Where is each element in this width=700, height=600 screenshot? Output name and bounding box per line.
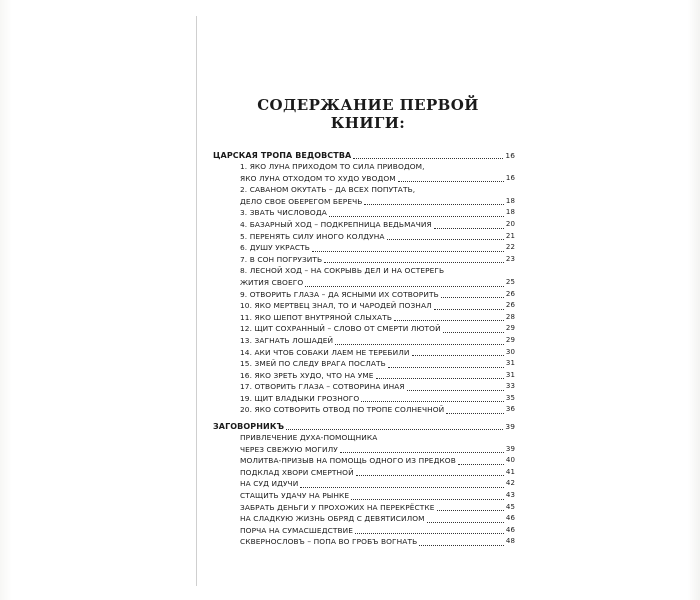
entry-title: 13. ЗАГНАТЬ ЛОШАДЕЙ xyxy=(240,335,334,345)
toc-entry[interactable] xyxy=(240,335,515,347)
toc-section-heading[interactable] xyxy=(213,150,515,161)
toc-entry[interactable] xyxy=(240,207,515,219)
entry-page-number: 23 xyxy=(505,254,515,263)
dot-leader xyxy=(353,158,503,159)
entry-title: НА СУД ИДУЧИ xyxy=(240,479,299,489)
toc-entry[interactable] xyxy=(240,323,515,335)
entry-title: ПОДКЛАД ХВОРИ СМЕРТНОЙ xyxy=(240,467,354,477)
dot-leader xyxy=(351,499,504,500)
entry-page-number: 28 xyxy=(505,312,515,321)
toc-entry[interactable] xyxy=(240,490,515,502)
entry-page-number: 16 xyxy=(505,173,515,182)
entry-title: 11. ЯКО ШЕПОТ ВНУТРЯНОЙ СЛЫХАТЬ xyxy=(240,312,392,322)
toc-entry[interactable] xyxy=(240,358,515,370)
toc-entry[interactable] xyxy=(240,502,515,514)
entry-page-number: 22 xyxy=(505,243,515,252)
section-page-number: 16 xyxy=(505,151,515,160)
dot-leader xyxy=(427,522,504,523)
dot-leader xyxy=(355,533,504,534)
toc-entry[interactable] xyxy=(240,536,515,548)
entry-page-number: 25 xyxy=(505,277,515,286)
dot-leader xyxy=(356,475,504,476)
toc-entry[interactable] xyxy=(240,173,515,185)
dot-leader xyxy=(387,239,504,240)
dot-leader xyxy=(443,332,504,333)
entry-page-number: 20 xyxy=(505,219,515,228)
toc-entry-line: 1. ЯКО ЛУНА ПРИХОДОМ ТО СИЛА ПРИВОДОМ, xyxy=(240,162,425,171)
dot-leader xyxy=(398,181,504,182)
entry-title: 14. АКИ ЧТОБ СОБАКИ ЛАЕМ НЕ ТЕРЕБИЛИ xyxy=(240,347,410,357)
entry-title: 4. БАЗАРНЫЙ ХОД – ПОДКРЕПНИЦА ВЕДЬМАЧИЯ xyxy=(240,219,432,229)
dot-leader xyxy=(305,286,504,287)
toc-entry[interactable] xyxy=(240,312,515,324)
dot-leader xyxy=(361,401,504,402)
toc-entry[interactable] xyxy=(240,242,515,254)
dot-leader xyxy=(434,309,504,310)
entry-title: 6. ДУШУ УКРАСТЬ xyxy=(240,243,310,253)
dot-leader xyxy=(329,216,504,217)
entry-page-number: 45 xyxy=(505,502,515,511)
toc-entry[interactable] xyxy=(240,381,515,393)
entry-page-number: 36 xyxy=(505,405,515,414)
entry-page-number: 31 xyxy=(505,370,515,379)
section-title: ЦАРСКАЯ ТРОПА ВЕДОВСТВА xyxy=(213,151,352,160)
entry-page-number: 29 xyxy=(505,335,515,344)
entry-title: 20. ЯКО СОТВОРИТЬ ОТВОД ПО ТРОПЕ СОЛНЕЧНОЙ xyxy=(240,405,445,415)
toc-entry[interactable] xyxy=(240,404,515,416)
toc-entry[interactable] xyxy=(240,393,515,405)
toc-entry-line: 2. САВАНОМ ОКУТАТЬ – ДА ВСЕХ ПОПУТАТЬ, xyxy=(240,185,416,195)
dot-leader xyxy=(364,204,503,205)
toc-section-heading[interactable] xyxy=(213,421,515,432)
toc-title: СОДЕРЖАНИЕ ПЕРВОЙ КНИГИ: xyxy=(257,96,479,132)
entry-page-number: 18 xyxy=(505,208,515,217)
dot-leader xyxy=(394,320,504,321)
toc-entry[interactable] xyxy=(240,513,515,525)
entry-page-number: 30 xyxy=(505,347,515,356)
toc-entry[interactable] xyxy=(240,525,515,537)
entry-title: 12. ЩИТ СОХРАННЫЙ – СЛОВО ОТ СМЕРТИ ЛЮТОЙ xyxy=(240,324,441,334)
entry-page-number: 41 xyxy=(505,467,515,476)
entry-page-number: 48 xyxy=(505,537,515,546)
dot-leader xyxy=(412,355,504,356)
toc-entry[interactable] xyxy=(240,277,515,289)
entry-page-number: 46 xyxy=(505,514,515,523)
dot-leader xyxy=(335,344,504,345)
entry-title: ПОРЧА НА СУМАСШЕДСТВИЕ xyxy=(240,525,354,535)
dot-leader xyxy=(437,510,504,511)
toc-entry[interactable] xyxy=(240,300,515,312)
entry-title: СТАЩИТЬ УДАЧУ НА РЫНКЕ xyxy=(240,491,350,501)
entry-page-number: 29 xyxy=(505,324,515,333)
entry-page-number: 43 xyxy=(505,491,515,500)
toc-entry-line: 8. ЛЕСНОЙ ХОД – НА СОКРЫВЬ ДЕЛ И НА ОСТЕРЕГЬ xyxy=(240,266,445,276)
entry-title: 5. ПЕРЕНЯТЬ СИЛУ ИНОГО КОЛДУНА xyxy=(240,231,385,241)
toc-entry[interactable] xyxy=(240,219,515,231)
dot-leader xyxy=(441,297,504,298)
entry-page-number: 26 xyxy=(505,301,515,310)
dot-leader xyxy=(419,545,504,546)
table-of-contents xyxy=(213,96,515,548)
entry-page-number: 46 xyxy=(505,525,515,534)
toc-entry[interactable] xyxy=(240,455,515,467)
dot-leader xyxy=(324,262,504,263)
toc-entry[interactable] xyxy=(240,254,515,266)
entry-title: ДЕЛО СВОЕ ОБЕРЕГОМ БЕРЕЧЬ xyxy=(240,196,363,206)
section-title: ЗАГОВОРНИКЪ xyxy=(213,422,285,432)
dot-leader xyxy=(434,228,504,229)
dot-leader xyxy=(458,464,504,465)
toc-entry[interactable] xyxy=(240,196,515,208)
dot-leader xyxy=(376,378,504,379)
entry-title: 17. ОТВОРИТЬ ГЛАЗА – СОТВОРИНА ИНАЯ xyxy=(240,382,405,392)
dot-leader xyxy=(300,487,504,488)
entry-title: 10. ЯКО МЕРТВЕЦ ЗНАЛ, ТО И ЧАРОДЕЙ ПОЗНАЛ xyxy=(240,301,432,311)
dot-leader xyxy=(446,413,504,414)
entry-title: ЯКО ЛУНА ОТХОДОМ ТО ХУДО УВОДОМ xyxy=(240,173,396,183)
toc-entry[interactable] xyxy=(240,231,515,243)
entry-page-number: 33 xyxy=(505,382,515,391)
entry-title: 3. ЗВАТЬ ЧИСЛОВОДА xyxy=(240,208,327,218)
entry-title: 16. ЯКО ЗРЕТЬ ХУДО, ЧТО НА УМЕ xyxy=(240,370,374,380)
entry-title: ЧЕРЕЗ СВЕЖУЮ МОГИЛУ xyxy=(240,444,338,454)
entry-page-number: 31 xyxy=(505,359,515,368)
entry-title: ЗАБРАТЬ ДЕНЬГИ У ПРОХОЖИХ НА ПЕРЕКРЁСТКЕ xyxy=(240,502,435,512)
entry-title: 9. ОТВОРИТЬ ГЛАЗА – ДА ЯСНЫМИ ИХ СОТВОРИТЬ xyxy=(240,289,439,299)
dot-leader xyxy=(407,390,504,391)
entry-page-number: 21 xyxy=(505,231,515,240)
entry-page-number: 35 xyxy=(505,393,515,402)
toc-entry[interactable] xyxy=(240,370,515,382)
dot-leader xyxy=(388,367,504,368)
page-edge-shadow xyxy=(196,16,197,586)
toc-entry[interactable] xyxy=(240,467,515,479)
entry-title: 15. ЗМЕЙ ПО СЛЕДУ ВРАГА ПОСЛАТЬ xyxy=(240,359,386,369)
section-page-number: 39 xyxy=(505,422,515,432)
entry-page-number: 39 xyxy=(505,444,515,453)
entry-title: 7. В СОН ПОГРУЗИТЬ xyxy=(240,254,323,264)
entry-page-number: 42 xyxy=(505,479,515,488)
entry-title: СКВЕРНОСЛОВЪ – ПОПА ВО ГРОБЪ ВОГНАТЬ xyxy=(240,537,418,547)
entry-title: НА СЛАДКУЮ ЖИЗНЬ ОБРЯД С ДЕВЯТИСИЛОМ xyxy=(240,514,425,524)
toc-entry-line: ПРИВЛЕЧЕНИЕ ДУХА-ПОМОЩНИКА xyxy=(240,433,378,443)
dot-leader xyxy=(340,452,504,453)
toc-entry[interactable] xyxy=(240,289,515,301)
toc-entry[interactable] xyxy=(240,347,515,359)
entry-title: МОЛИТВА-ПРИЗЫВ НА ПОМОЩЬ ОДНОГО ИЗ ПРЕДКОВ xyxy=(240,456,456,466)
dot-leader xyxy=(286,429,503,430)
entry-page-number: 40 xyxy=(505,456,515,465)
entry-page-number: 18 xyxy=(505,196,515,205)
dot-leader xyxy=(312,251,504,252)
toc-entry[interactable] xyxy=(240,444,515,456)
entry-title: 19. ЩИТ ВЛАДЫКИ ГРОЗНОГО xyxy=(240,393,360,403)
entry-page-number: 26 xyxy=(505,289,515,298)
toc-entry[interactable] xyxy=(240,478,515,490)
entry-title: ЖИТИЯ СВОЕГО xyxy=(240,277,304,287)
